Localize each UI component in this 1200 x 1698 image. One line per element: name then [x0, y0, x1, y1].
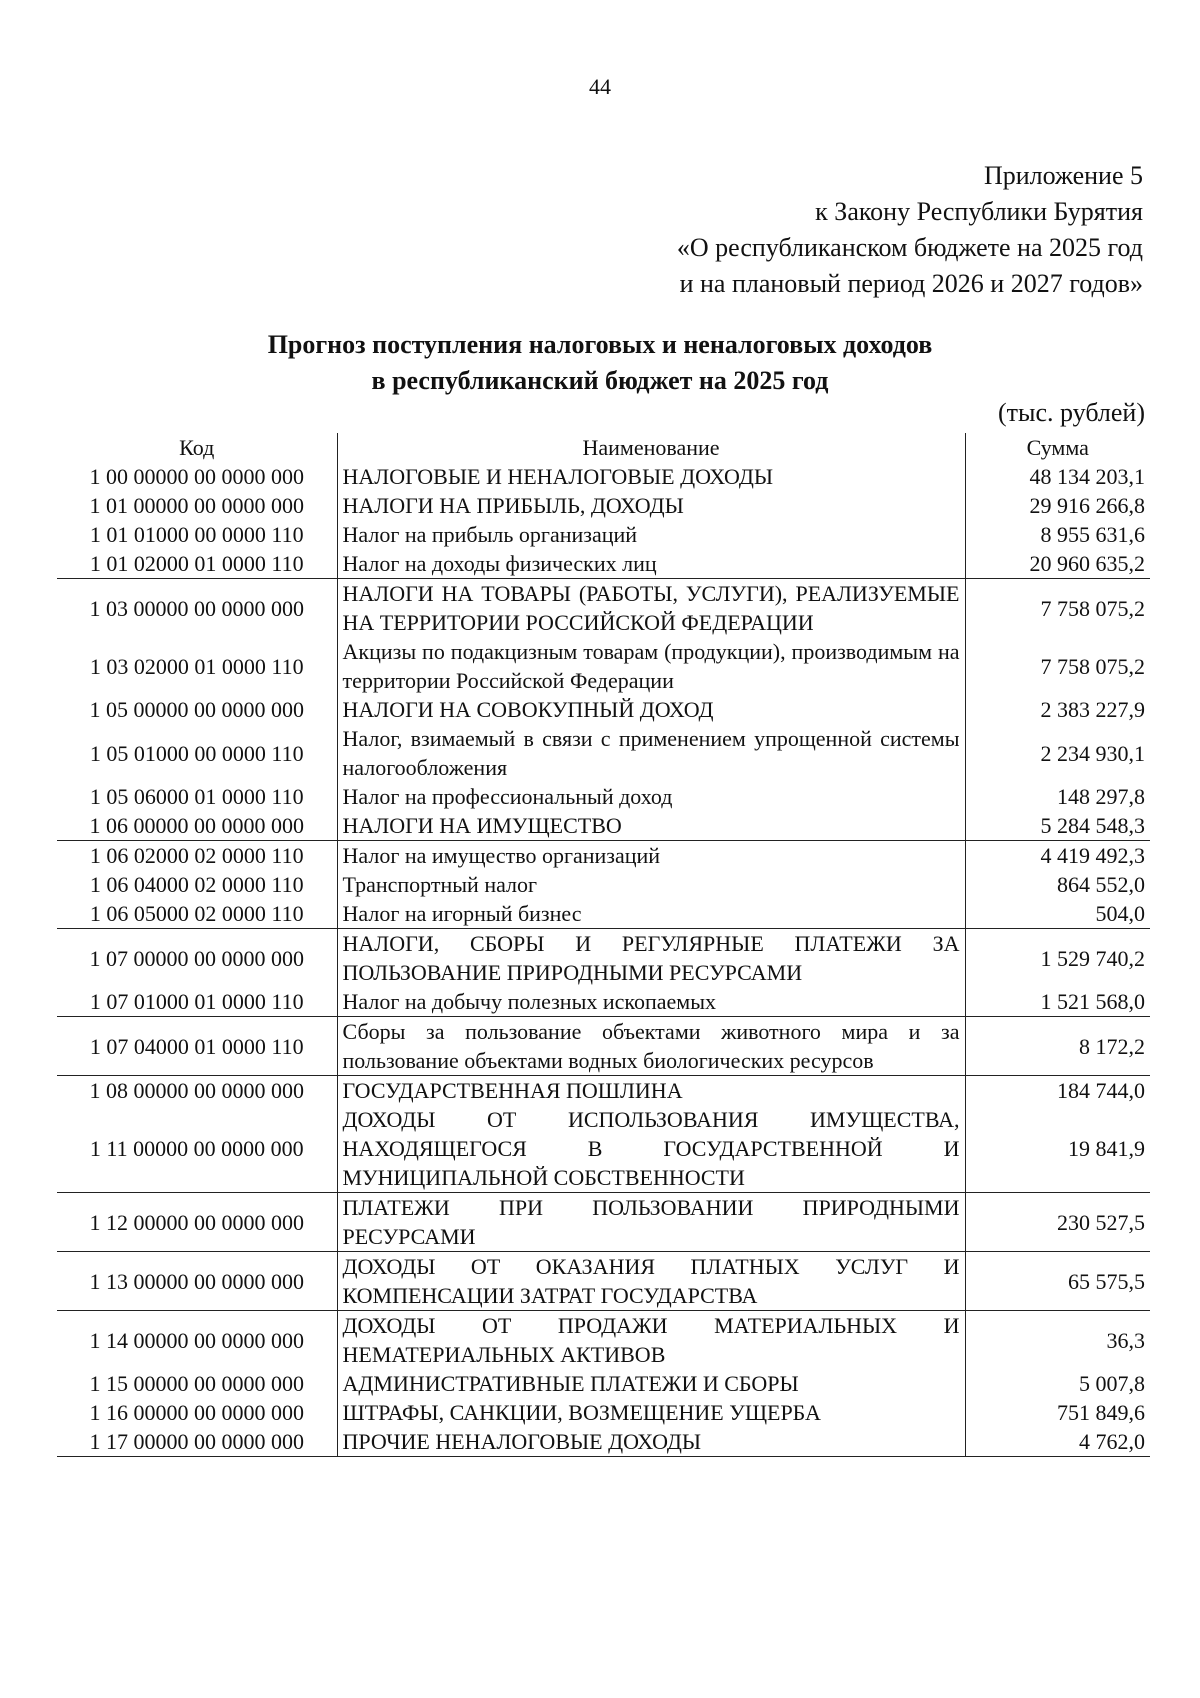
- row-name: НАЛОГИ, СБОРЫ И РЕГУЛЯРНЫЕ ПЛАТЕЖИ ЗА ПОЛЬЗОВАНИЕ ПРИРОДНЫМИ РЕСУРСАМИ: [337, 929, 965, 988]
- row-sum: 1 529 740,2: [1040, 945, 1145, 971]
- table-row: [57, 695, 1150, 724]
- table-row: [57, 870, 1150, 899]
- table-row: [57, 1427, 1150, 1457]
- row-code: 1 06 05000 02 0000 110: [57, 899, 337, 929]
- row-code: 1 03 02000 01 0000 110: [57, 637, 337, 695]
- row-code: 1 12 00000 00 0000 000: [57, 1193, 337, 1252]
- row-name: НАЛОГОВЫЕ И НЕНАЛОГОВЫЕ ДОХОДЫ: [337, 462, 965, 491]
- row-sum: 5 284 548,3: [965, 811, 1150, 841]
- row-name: Сборы за пользование объектами животного мира и за пользование объектами водных биологических ресурсов: [337, 1017, 965, 1076]
- row-code: 1 15 00000 00 0000 000: [57, 1369, 337, 1398]
- row-name: Транспортный налог: [337, 870, 965, 899]
- table-row: [57, 782, 1150, 811]
- row-name: ПЛАТЕЖИ ПРИ ПОЛЬЗОВАНИИ ПРИРОДНЫМИ РЕСУРСАМИ: [337, 1193, 965, 1252]
- row-code: 1 01 00000 00 0000 000: [57, 491, 337, 520]
- row-sum: 8 172,2: [965, 1017, 1150, 1076]
- row-sum: 4 419 492,3: [1040, 843, 1145, 868]
- row-sum: 864 552,0: [1057, 872, 1145, 897]
- appendix-line: Приложение 5: [983, 161, 1143, 190]
- row-code: 1 01 01000 00 0000 110: [57, 520, 337, 549]
- page-number: 44: [589, 74, 611, 99]
- row-sum: 29 916 266,8: [1029, 493, 1145, 518]
- row-code: 1 07 04000 01 0000 110: [57, 1017, 337, 1076]
- table-row: [57, 1252, 1150, 1311]
- row-sum: 2 383 227,9: [1040, 697, 1145, 722]
- table-row: [57, 811, 1150, 841]
- table-row: [57, 637, 1150, 695]
- row-name: АДМИНИСТРАТИВНЫЕ ПЛАТЕЖИ И СБОРЫ: [337, 1369, 965, 1398]
- row-sum: 8 955 631,6: [1040, 522, 1145, 547]
- row-code: 1 05 01000 00 0000 110: [57, 724, 337, 782]
- table-row: [57, 1311, 1150, 1370]
- row-name: Налог, взимаемый в связи с применением упрощенной системы налогообложения: [337, 724, 965, 782]
- row-name: Налог на добычу полезных ископаемых: [337, 987, 965, 1017]
- appendix-line: «О республиканском бюджете на 2025 год: [676, 233, 1143, 262]
- row-sum: 4 762,0: [965, 1427, 1150, 1457]
- row-sum: 230 527,5: [965, 1193, 1150, 1252]
- table-header-row: [57, 433, 1150, 462]
- row-name: Налог на прибыль организаций: [337, 520, 965, 549]
- row-sum: 65 575,5: [965, 1252, 1150, 1311]
- title-line: Прогноз поступления налоговых и неналоговых доходов: [267, 330, 933, 359]
- row-code: 1 05 06000 01 0000 110: [57, 782, 337, 811]
- row-sum: 19 841,9: [965, 1105, 1150, 1193]
- row-code: 1 13 00000 00 0000 000: [57, 1252, 337, 1311]
- row-code: 1 03 00000 00 0000 000: [57, 579, 337, 638]
- row-sum: 7 758 075,2: [1040, 653, 1145, 679]
- row-sum: 1 521 568,0: [965, 987, 1150, 1017]
- row-name: ДОХОДЫ ОТ ОКАЗАНИЯ ПЛАТНЫХ УСЛУГ И КОМПЕНСАЦИИ ЗАТРАТ ГОСУДАРСТВА: [337, 1252, 965, 1311]
- table-row: [57, 841, 1150, 871]
- table-row: [57, 899, 1150, 929]
- units-label: (тыс. рублей): [997, 398, 1145, 427]
- row-name: ДОХОДЫ ОТ ПРОДАЖИ МАТЕРИАЛЬНЫХ И НЕМАТЕРИАЛЬНЫХ АКТИВОВ: [337, 1311, 965, 1370]
- row-code: 1 00 00000 00 0000 000: [57, 462, 337, 491]
- row-code: 1 08 00000 00 0000 000: [57, 1076, 337, 1106]
- table-row: [57, 579, 1150, 638]
- row-code: 1 17 00000 00 0000 000: [57, 1427, 337, 1457]
- row-sum: 20 960 635,2: [965, 549, 1150, 579]
- table-row: [57, 1398, 1150, 1427]
- row-sum: 2 234 930,1: [1040, 740, 1145, 766]
- row-name: Налог на профессиональный доход: [337, 782, 965, 811]
- row-sum: 7 758 075,2: [1040, 595, 1145, 621]
- table-body: [57, 462, 1150, 1457]
- row-name: Налог на игорный бизнес: [337, 899, 965, 929]
- appendix-line: и на плановый период 2026 и 2027 годов»: [679, 269, 1143, 298]
- table-row: [57, 1017, 1150, 1076]
- revenue-table: [57, 433, 1150, 1457]
- header-name: Наименование: [337, 433, 965, 462]
- table-row: [57, 987, 1150, 1017]
- row-sum: 36,3: [1106, 1327, 1145, 1353]
- table-row: [57, 1193, 1150, 1252]
- table-row: [57, 929, 1150, 988]
- row-code: 1 07 00000 00 0000 000: [57, 929, 337, 988]
- table-row: [57, 491, 1150, 520]
- row-name: НАЛОГИ НА ТОВАРЫ (РАБОТЫ, УСЛУГИ), РЕАЛИЗУЕМЫЕ НА ТЕРРИТОРИИ РОССИЙСКОЙ ФЕДЕРАЦИИ: [337, 579, 965, 638]
- row-name: Налог на имущество организаций: [337, 841, 965, 871]
- document-title: [0, 327, 1200, 399]
- row-sum: 5 007,8: [1079, 1371, 1145, 1396]
- table-row: [57, 549, 1150, 579]
- row-code: 1 16 00000 00 0000 000: [57, 1398, 337, 1427]
- table-row: [57, 1369, 1150, 1398]
- row-name: Налог на доходы физических лиц: [337, 549, 965, 579]
- title-line: в республиканский бюджет на 2025 год: [371, 366, 829, 395]
- row-code: 1 05 00000 00 0000 000: [57, 695, 337, 724]
- row-code: 1 06 04000 02 0000 110: [57, 870, 337, 899]
- row-name: ШТРАФЫ, САНКЦИИ, ВОЗМЕЩЕНИЕ УЩЕРБА: [337, 1398, 965, 1427]
- row-name: Акцизы по подакцизным товарам (продукции), производимым на территории Российской Федерации: [337, 637, 965, 695]
- row-code: 1 11 00000 00 0000 000: [57, 1105, 337, 1193]
- row-sum: 148 297,8: [1057, 784, 1145, 809]
- row-name: НАЛОГИ НА СОВОКУПНЫЙ ДОХОД: [337, 695, 965, 724]
- row-name: НАЛОГИ НА ПРИБЫЛЬ, ДОХОДЫ: [337, 491, 965, 520]
- header-sum: Сумма: [1026, 435, 1089, 460]
- table-row: [57, 1105, 1150, 1193]
- row-name: ПРОЧИЕ НЕНАЛОГОВЫЕ ДОХОДЫ: [337, 1427, 965, 1457]
- row-name: НАЛОГИ НА ИМУЩЕСТВО: [337, 811, 965, 841]
- header-code: Код: [57, 433, 337, 462]
- row-name: ГОСУДАРСТВЕННАЯ ПОШЛИНА: [337, 1076, 965, 1106]
- table-row: [57, 1076, 1150, 1106]
- row-code: 1 06 02000 02 0000 110: [57, 841, 337, 871]
- row-name: ДОХОДЫ ОТ ИСПОЛЬЗОВАНИЯ ИМУЩЕСТВА, НАХОДЯЩЕГОСЯ В ГОСУДАРСТВЕННОЙ И МУНИЦИПАЛЬНОЙ СОБСТВЕННОСТИ: [337, 1105, 965, 1193]
- row-code: 1 07 01000 01 0000 110: [57, 987, 337, 1017]
- row-code: 1 01 02000 01 0000 110: [57, 549, 337, 579]
- row-sum: 751 849,6: [1057, 1400, 1145, 1425]
- appendix-line: к Закону Республики Бурятия: [815, 197, 1143, 226]
- table-row: [57, 724, 1150, 782]
- row-code: 1 14 00000 00 0000 000: [57, 1311, 337, 1370]
- row-sum: 504,0: [965, 899, 1150, 929]
- table-row: [57, 462, 1150, 491]
- table-row: [57, 520, 1150, 549]
- appendix-note: [677, 158, 1143, 302]
- row-code: 1 06 00000 00 0000 000: [57, 811, 337, 841]
- row-sum: 184 744,0: [1057, 1078, 1145, 1103]
- row-sum: 48 134 203,1: [1029, 464, 1145, 489]
